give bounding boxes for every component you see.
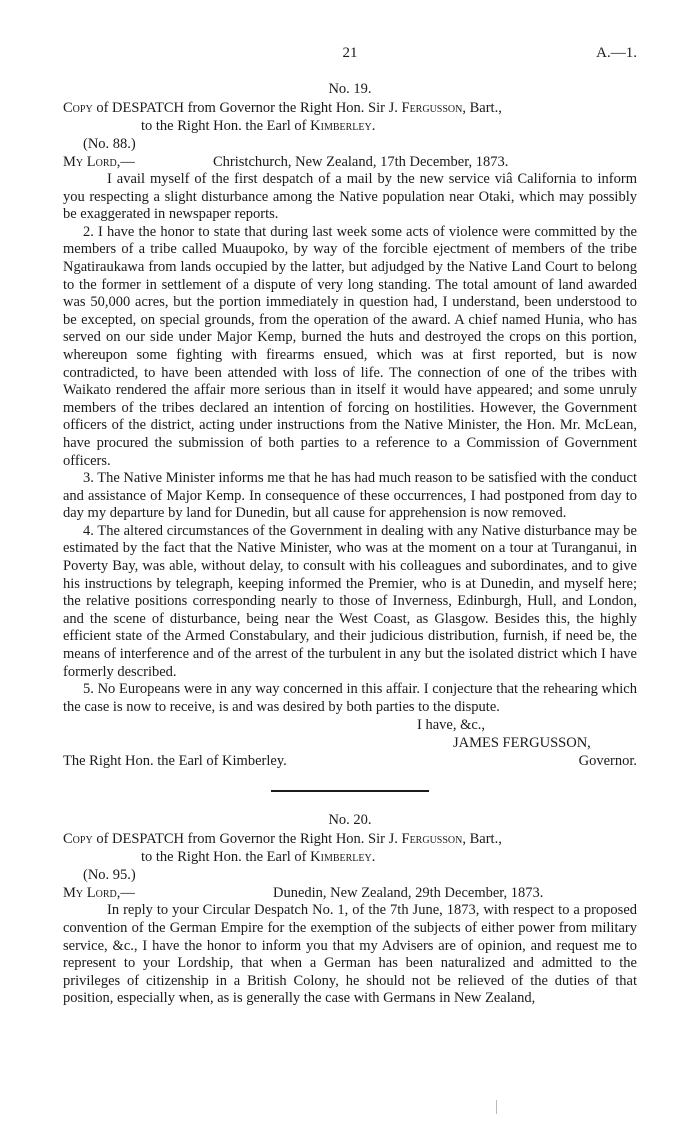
signer-title: Governor.	[578, 753, 637, 770]
closing-phrase: I have, &c.,	[417, 717, 486, 734]
heading-line-2: to the Right Hon. the Earl of Kimberley.	[141, 849, 376, 866]
despatch-heading	[63, 99, 637, 135]
document-reference: A.—1.	[596, 45, 637, 61]
closing-block	[63, 716, 637, 752]
despatch-body	[63, 171, 637, 716]
addressee-line	[63, 752, 637, 770]
paragraph: I avail myself of the first despatch of a mail by the new service viâ California to inform you respecting a slight disturbance among the Native population near Otaki, which may possibly be exaggerated in newspaper reports.	[63, 171, 637, 223]
place-date: Christchurch, New Zealand, 17th December, 1873.	[213, 154, 509, 170]
despatch-19	[63, 79, 637, 770]
heading-line-1: Copy of DESPATCH from Governor the Right Hon. Sir J. Fergusson, Bart.,	[63, 831, 502, 848]
heading-line-1: Copy of DESPATCH from Governor the Right Hon. Sir J. Fergusson, Bart.,	[63, 100, 502, 116]
paragraph: 4. The altered circumstances of the Government in dealing with any Native disturbance may be estimated by the fact that the Native Minister, who was at the moment on a tour at Turanganui, in Poverty Bay, was able, without delay, to consult with his colleagues and subordinates, and to give his instructions by telegraph, keeping informed the Premier, who is at Dunedin, and myself here; the relative positions corresponding nearly to those of Inverness, Edinburgh, Hull, and London, and the scene of disturbance, being near the West Coast, as Glasgow. Besides this, the highly efficient state of the Armed Constabulary, and their judicious distribution, furnish, if need be, the means of interference and of the arrest of the turbulent in any but the isolated district which I have formerly described.	[63, 522, 637, 680]
salutation: My Lord,—	[63, 885, 135, 902]
despatch-body	[63, 902, 637, 1008]
despatch-number: No. 19.	[328, 81, 372, 97]
heading-line-2: to the Right Hon. the Earl of Kimberley.	[141, 118, 376, 134]
page-header	[63, 45, 637, 75]
despatch-heading	[63, 830, 637, 866]
addressee: The Right Hon. the Earl of Kimberley.	[63, 753, 287, 770]
dispatch-serial: (No. 88.)	[83, 136, 136, 152]
dispatch-serial: (No. 95.)	[83, 867, 136, 884]
despatch-20	[63, 810, 637, 1008]
paragraph: 5. No Europeans were in any way concerned in this affair. I conjecture that the rehearing which the case is now to receive, is and was desired by both parties to the dispute.	[63, 681, 637, 715]
scan-mark	[496, 1100, 497, 1114]
salutation-line	[63, 884, 637, 902]
despatch-number: No. 20.	[328, 812, 372, 829]
paragraph: 3. The Native Minister informs me that he has had much reason to be satisfied with the conduct and assistance of Major Kemp. In consequence of these occurrences, I had postponed from day to day my departure by land for Dunedin, but all cause for apprehension is now removed.	[63, 470, 637, 522]
signature: JAMES FERGUSSON,	[453, 735, 591, 752]
paragraph: 2. I have the honor to state that during last week some acts of violence were committed by the members of a tribe called Muaupoko, by way of the forcible ejectment of members of the tribe Ngatiraukawa from lands occupied by the latter, but adjudged by the Native Land Court to belong to the former in settlement of a dispute of very long standing. The total amount of land awarded was 50,000 acres, but the portion immediately in question had, I understand, been understood to be excepted, on special grounds, from the operation of the award. A chief named Hunia, who has served on our side under Major Kemp, burned the huts and destroyed the crops on this portion, whereupon some fighting with firearms ensued, which was at first reported, but is now contradicted, to have been attended with loss of life. The connection of one of the tribes with Waikato rendered the affair more serious than in itself it would have appeared; and some unruly members of the tribes declared an intention of forcing on hostilities. However, the Government officers of the district, acting under instructions from the Native Minister, the Hon. Mr. McLean, have procured the submission of both parties to a reference to a Commission of Government officers.	[63, 223, 637, 469]
salutation: My Lord,—	[63, 154, 135, 170]
paragraph: In reply to your Circular Despatch No. 1, of the 7th June, 1873, with respect to a proposed convention of the German Empire for the exemption of the subjects of either power from military service, &c., I have the honor to inform you that my Advisers are of opinion, and request me to represent to your Lordship, that when a German has been naturalized and admitted to the privileges of citizenship in a British Colony, he should not be relieved of the duties of that position, especially when, as is generally the case with Germans in New Zealand,	[63, 902, 637, 1007]
place-date: Dunedin, New Zealand, 29th December, 1873.	[273, 885, 544, 902]
document-page	[63, 0, 637, 1008]
page-number: 21	[342, 45, 358, 61]
section-divider	[271, 790, 429, 792]
salutation-line	[63, 153, 637, 171]
